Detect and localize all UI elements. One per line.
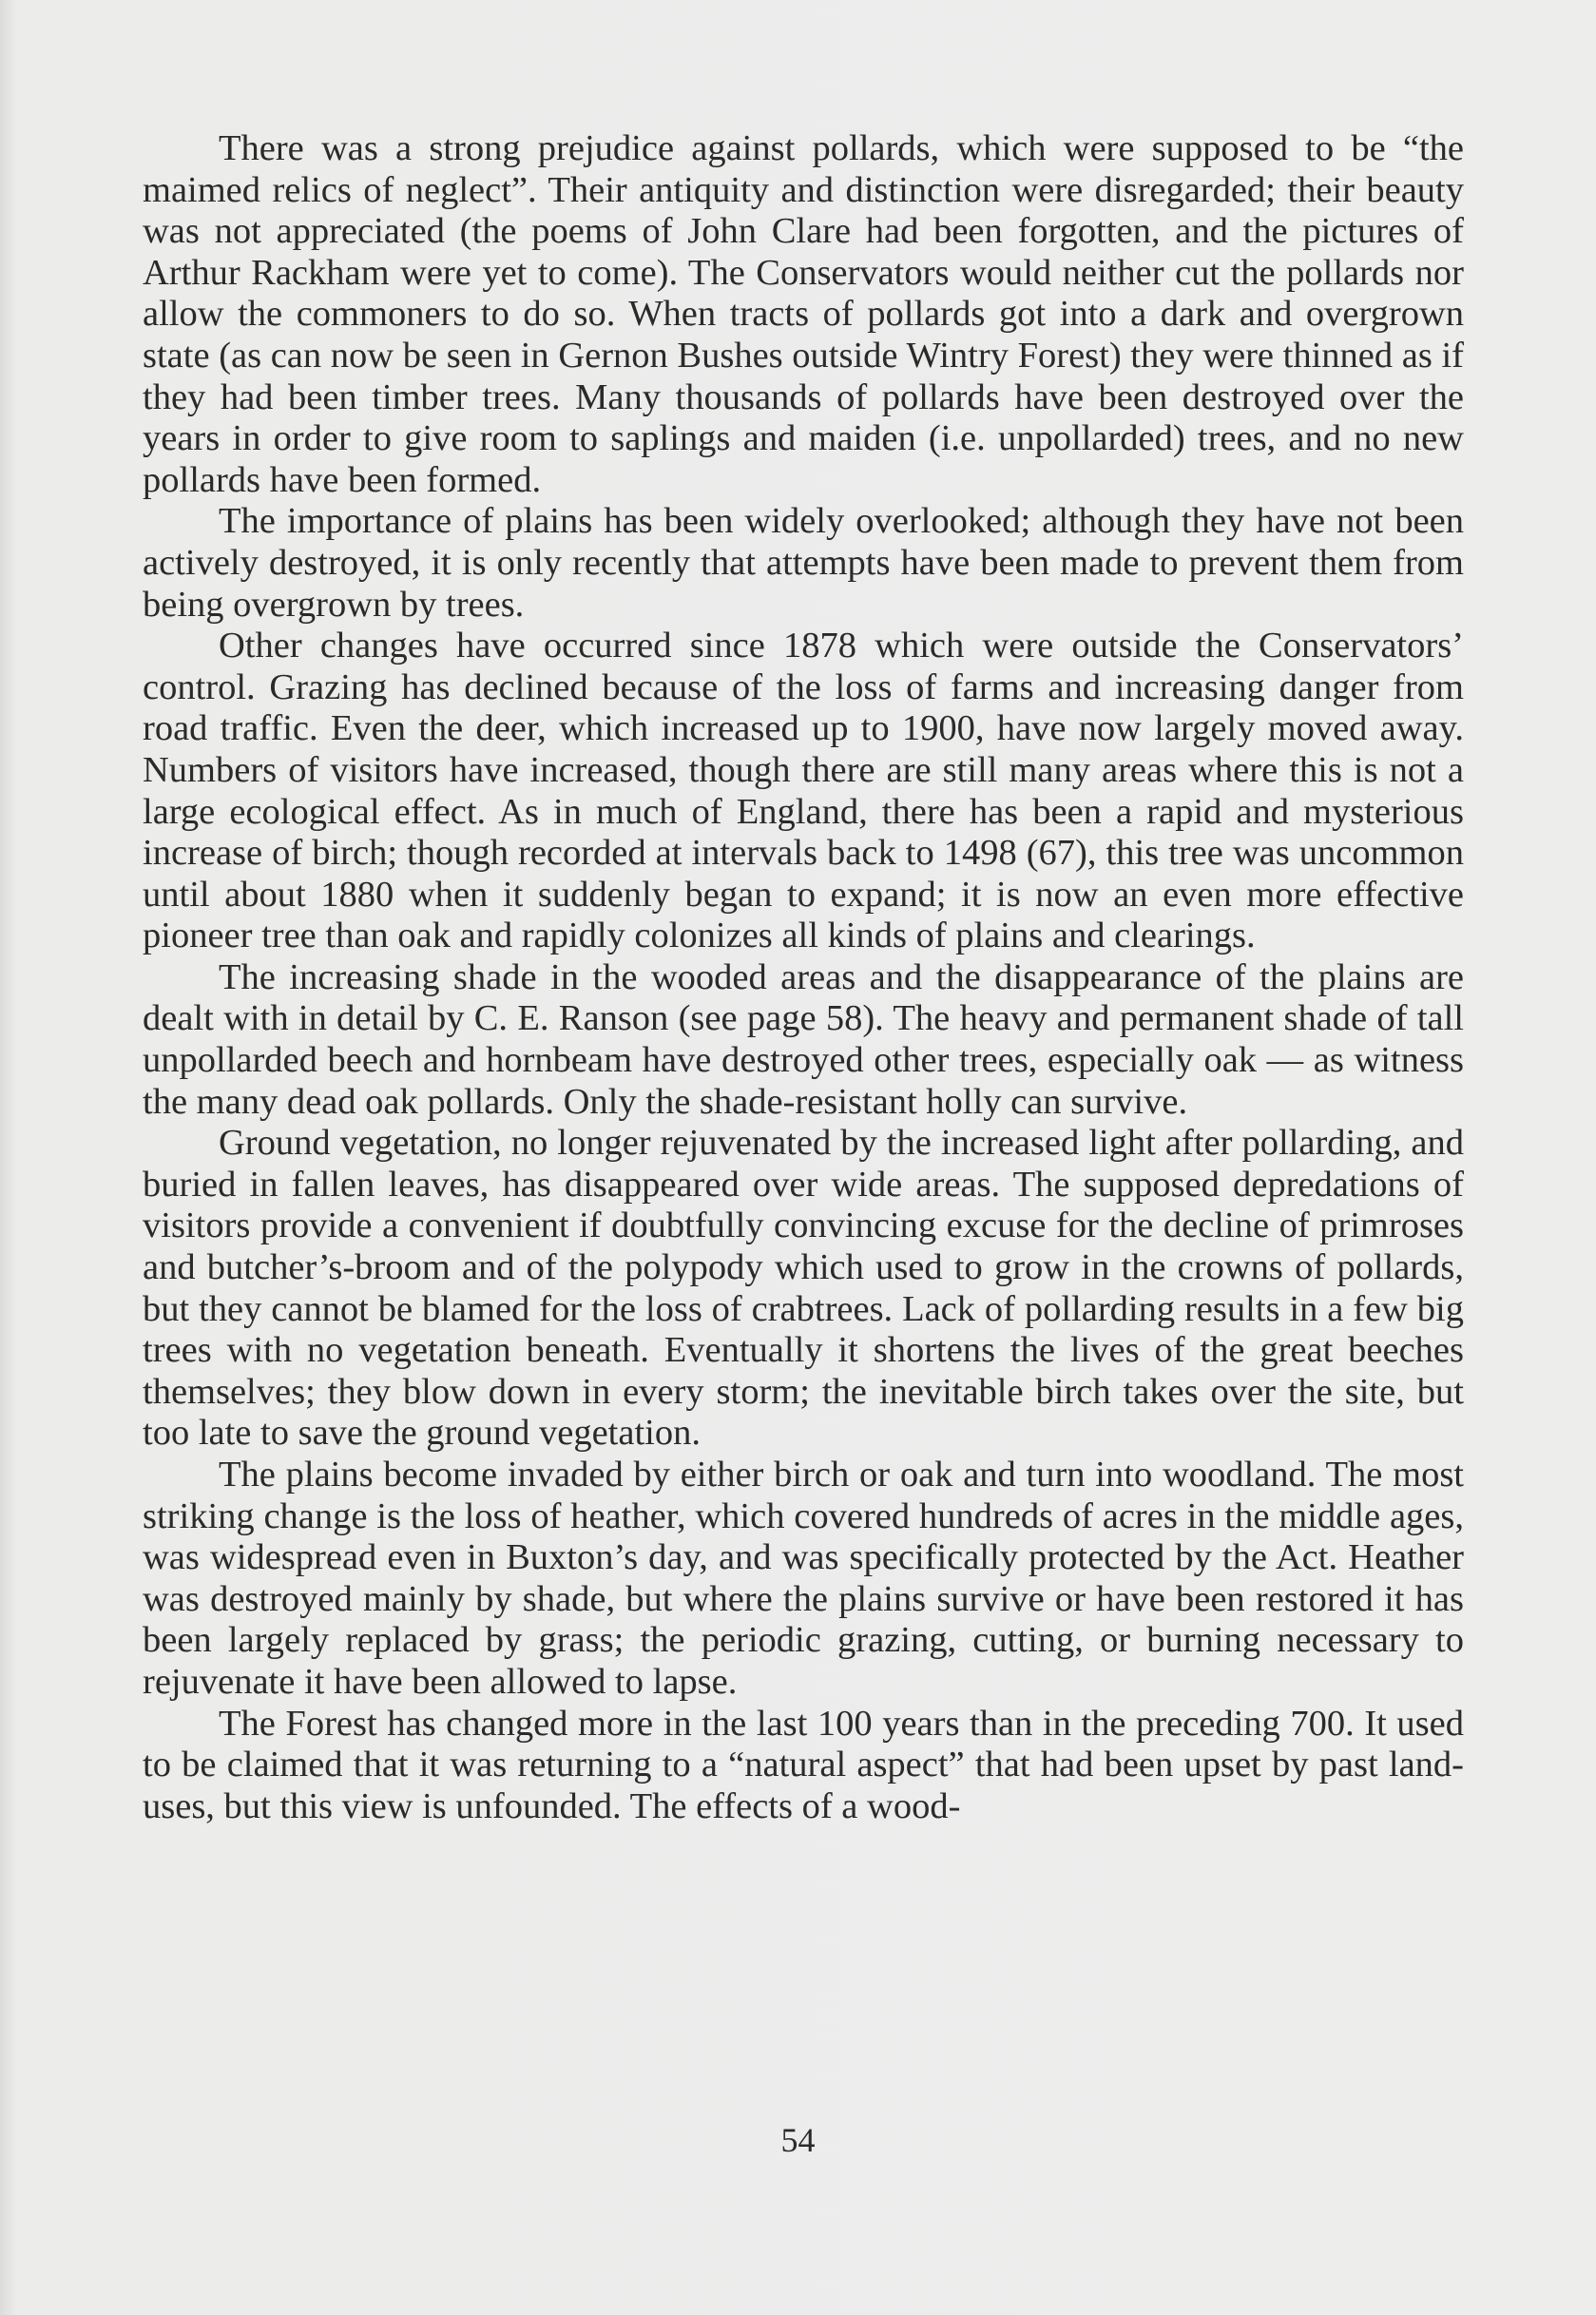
paragraph-forest-change: The Forest has changed more in the last 100 years than in the preceding 700. It used to be claimed that it was returning to a “natural aspect” that had been upset by past land-uses, but this view is unfounded. The effects of a wood- — [143, 1703, 1464, 1826]
body-text — [143, 128, 1464, 1827]
paragraph-plains: The importance of plains has been widely overlooked; although they have not been actively destroyed, it is only recently that attempts have been made to prevent them from being overgrown by trees. — [143, 501, 1464, 625]
page-number: 54 — [780, 2121, 816, 2159]
paragraph-shade: The increasing shade in the wooded areas and the disappearance of the plains are dealt with in detail by C. E. Ranson (see page 58). The heavy and permanent shade of tall unpollarded beech and hornbeam have destroyed other trees, especially oak — as witness the many dead oak pollards. Only the shade-resistant holly can survive. — [143, 956, 1464, 1122]
paragraph-other-changes: Other changes have occurred since 1878 which were outside the Conservators’ control. Grazing has declined because of the loss of farms and increasing danger from road traffic. Even the deer, which increased up to 1900, have now largely moved away. Numbers of visitors have increased, though there are still many areas where this is not a large ecological effect. As in much of England, there has been a rapid and mysterious increase of birch; though recorded at intervals back to 1498 (67), this tree was uncommon until about 1880 when it suddenly began to expand; it is now an even more effective pioneer tree than oak and rapidly colonizes all kinds of plains and clearings. — [143, 626, 1464, 956]
paragraph-pollards: There was a strong prejudice against pollards, which were supposed to be “the maimed relics of neglect”. Their antiquity and distinction were disregarded; their beauty was not appreciated (the poems of John Clare had been forgotten, and the pictures of Arthur Rackham were yet to come). The Conservators would neither cut the pollards nor allow the commoners to do so. When tracts of pollards got into a dark and overgrown state (as can now be seen in Gernon Bushes outside Wintry Forest) they were thinned as if they had been timber trees. Many thousands of pollards have been destroyed over the years in order to give room to saplings and maiden (i.e. unpollarded) trees, and no new pollards have been formed. — [143, 128, 1464, 500]
paragraph-heather: The plains become invaded by either birch or oak and turn into woodland. The most striking change is the loss of heather, which covered hundreds of acres in the middle ages, was widespread even in Buxton’s day, and was specifically protected by the Act. Heather was destroyed mainly by shade, but where the plains survive or have been restored it has been largely replaced by grass; the periodic grazing, cutting, or burning necessary to rejuvenate it have been allowed to lapse. — [143, 1455, 1464, 1702]
paragraph-ground-vegetation: Ground vegetation, no longer rejuvenated by the increased light after pollarding, and buried in fallen leaves, has disappeared over wide areas. The supposed depredations of visitors provide a convenient if doubtfully convincing excuse for the decline of primroses and butcher’s-broom and of the polypody which used to grow in the crowns of pollards, but they cannot be blamed for the loss of crabtrees. Lack of pollarding results in a few big trees with no vegetation beneath. Eventually it shortens the lives of the great beeches themselves; they blow down in every storm; the inevitable birch takes over the site, but too late to save the ground vegetation. — [143, 1123, 1464, 1454]
